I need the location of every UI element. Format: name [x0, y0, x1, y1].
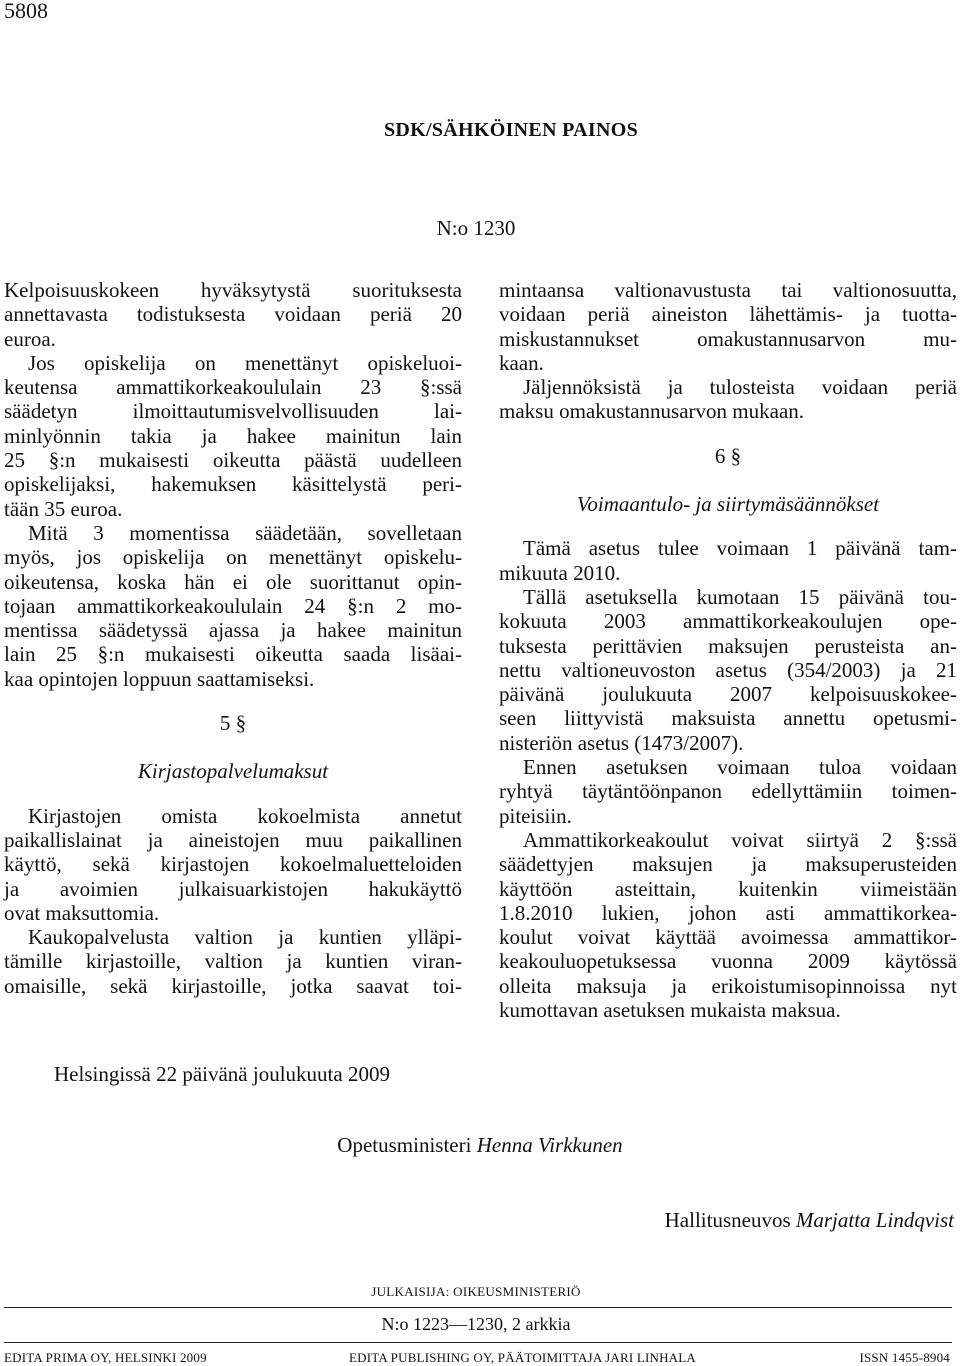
page-number: 5808 — [4, 0, 48, 23]
paragraph — [4, 925, 462, 998]
text-line: 1.8.2010 lukien, johon asti ammattikorkea- — [499, 900, 957, 925]
text-line: oikeutensa, koska hän ei ole suorittanut opin- — [4, 569, 462, 594]
text-line: kokuuta 2003 ammattikorkeakoulujen ope- — [499, 609, 957, 634]
text-line: mentissa säädetyssä ajassa ja hakee mainitun — [4, 618, 462, 643]
paragraph — [4, 521, 462, 691]
text-line: euroa. — [4, 326, 56, 351]
printer-left: EDITA PRIMA OY, HELSINKI 2009 — [4, 1350, 207, 1365]
text-line: kumottavan asetuksen mukaista maksua. — [499, 998, 841, 1023]
text-line: Tällä asetuksella kumotaan 15 päivänä tou- — [523, 584, 957, 609]
text-line: Ennen asetuksen voimaan tuloa voidaan — [523, 755, 957, 780]
text-line: Kaukopalvelusta valtion ja kuntien ylläpi- — [28, 925, 462, 950]
paragraph — [4, 351, 462, 521]
section-number: 6 § — [714, 443, 742, 468]
text-line: päivänä joulukuuta 2007 kelpoisuuskokee- — [499, 682, 957, 707]
issue-info: N:o 1223—1230, 2 arkkia — [381, 1314, 571, 1334]
text-line: nettu valtioneuvoston asetus (354/2003) ja 21 — [499, 657, 957, 682]
text-line: Jos opiskelija on menettänyt opiskeluoi- — [28, 350, 462, 375]
section-title: Voimaantulo- ja siirtymäsäännökset — [576, 492, 880, 517]
text-line: Kirjastojen omista kokoelmista annetut — [28, 803, 462, 828]
paragraph — [499, 375, 957, 424]
text-line: myös, jos opiskelija on menettänyt opiskelu- — [4, 545, 462, 570]
text-line: voidaan periä aineiston lähettämis- ja tuotta- — [499, 302, 957, 327]
text-line: keakouluopetuksessa vuonna 2009 käytössä — [499, 949, 957, 974]
left-column — [4, 278, 462, 998]
statute-number: N:o 1230 — [436, 216, 516, 240]
place-and-date: Helsingissä 22 päivänä joulukuuta 2009 — [54, 1062, 390, 1086]
divider — [4, 1342, 952, 1343]
text-line: miskustannukset omakustannusarvon mu- — [499, 326, 957, 351]
text-line: piteisiin. — [499, 803, 572, 828]
right-column — [499, 278, 957, 1022]
text-line: lain 25 §:n mukaisesti oikeutta saada lisäai- — [4, 642, 462, 667]
text-line: omaisille, sekä kirjastoille, jotka saavat toi- — [4, 973, 462, 998]
paragraph — [4, 804, 462, 925]
printer-center: EDITA PUBLISHING OY, PÄÄTOIMITTAJA JARI LINHALA — [349, 1350, 696, 1365]
publisher-line: JULKAISIJA: OIKEUSMINISTERIÖ — [371, 1284, 581, 1299]
text-line: koulut voivat käyttää avoimessa ammattikor- — [499, 925, 957, 950]
text-line: säädettyjen maksujen ja maksuperusteiden — [499, 852, 957, 877]
text-line: Mitä 3 momentissa säädetään, sovelletaan — [28, 520, 462, 545]
text-line: tojaan ammattikorkeakoululain 24 §:n 2 mo- — [4, 593, 462, 618]
text-line: Tämä asetus tulee voimaan 1 päivänä tam- — [523, 536, 957, 561]
text-line: kaa opintojen loppuun saattamiseksi. — [4, 666, 315, 691]
text-line: nisteriön asetus (1473/2007). — [499, 730, 744, 755]
minister-signature — [0, 1133, 960, 1158]
text-line: Jäljennöksistä ja tulosteista voidaan periä — [523, 375, 957, 400]
counsel-name: Marjatta Lindqvist — [795, 1208, 954, 1232]
text-line: Kelpoisuuskokeen hyväksytystä suorituksesta — [4, 278, 462, 302]
text-line: mintaansa valtionavustusta tai valtionosuutta, — [499, 278, 957, 302]
paragraph — [499, 536, 957, 585]
issn: ISSN 1455-8904 — [859, 1350, 950, 1365]
paragraph — [499, 585, 957, 755]
counsel-signature — [665, 1208, 954, 1233]
edition-heading: SDK/SÄHKÖINEN PAINOS — [383, 119, 638, 141]
text-line: käyttöön asteittain, kuitenkin viimeistään — [499, 876, 957, 901]
text-line: ovat maksuttomia. — [4, 900, 160, 925]
divider — [4, 1307, 952, 1308]
text-line: maksu omakustannusarvon mukaan. — [499, 399, 805, 424]
section-number: 5 § — [219, 711, 247, 736]
text-line: annettavasta todistuksesta voidaan periä 20 — [4, 302, 462, 327]
minister-name: Henna Virkkunen — [476, 1133, 623, 1157]
paragraph — [499, 755, 957, 828]
paragraph — [499, 828, 957, 1022]
text-line: olleita maksuja ja erikoistumisopinnoissa nyt — [499, 973, 957, 998]
text-line: minlyönnin takia ja hakee mainitun lain — [4, 423, 462, 448]
text-line: mikuuta 2010. — [499, 560, 621, 585]
counsel-title: Hallitusneuvos — [664, 1208, 791, 1232]
paragraph — [4, 278, 462, 351]
text-line: tuksesta perittävien maksujen perusteista an- — [499, 633, 957, 658]
text-line: ryhtyä täytäntöönpanon edellyttämiin toimen- — [499, 779, 957, 804]
minister-title: Opetusministeri — [337, 1133, 472, 1157]
text-line: Ammattikorkeakoulut voivat siirtyä 2 §:ssä — [523, 827, 957, 852]
text-line: ja avoimien julkaisuarkistojen hakukäyttö — [4, 876, 462, 901]
paragraph — [499, 278, 957, 375]
text-line: kaan. — [499, 350, 544, 375]
text-line: opiskelijaksi, hakemuksen käsittelystä peri- — [4, 472, 462, 497]
text-line: seen liittyvistä maksuista annettu opetusmi- — [499, 706, 957, 731]
section-title: Kirjastopalvelumaksut — [137, 759, 329, 784]
text-line: tään 35 euroa. — [4, 496, 123, 521]
text-line: käyttö, sekä kirjastojen kokoelmaluetteloiden — [4, 852, 462, 877]
text-line: säädetyn ilmoittautumisvelvollisuuden lai- — [4, 399, 462, 424]
text-line: paikallislainat ja aineistojen muu paikallinen — [4, 827, 462, 852]
text-line: tämille kirjastoille, valtion ja kuntien viran- — [4, 949, 462, 974]
text-line: keutensa ammattikorkeakoululain 23 §:ssä — [4, 375, 462, 400]
text-line: 25 §:n mukaisesti oikeutta päästä uudelleen — [4, 448, 462, 473]
